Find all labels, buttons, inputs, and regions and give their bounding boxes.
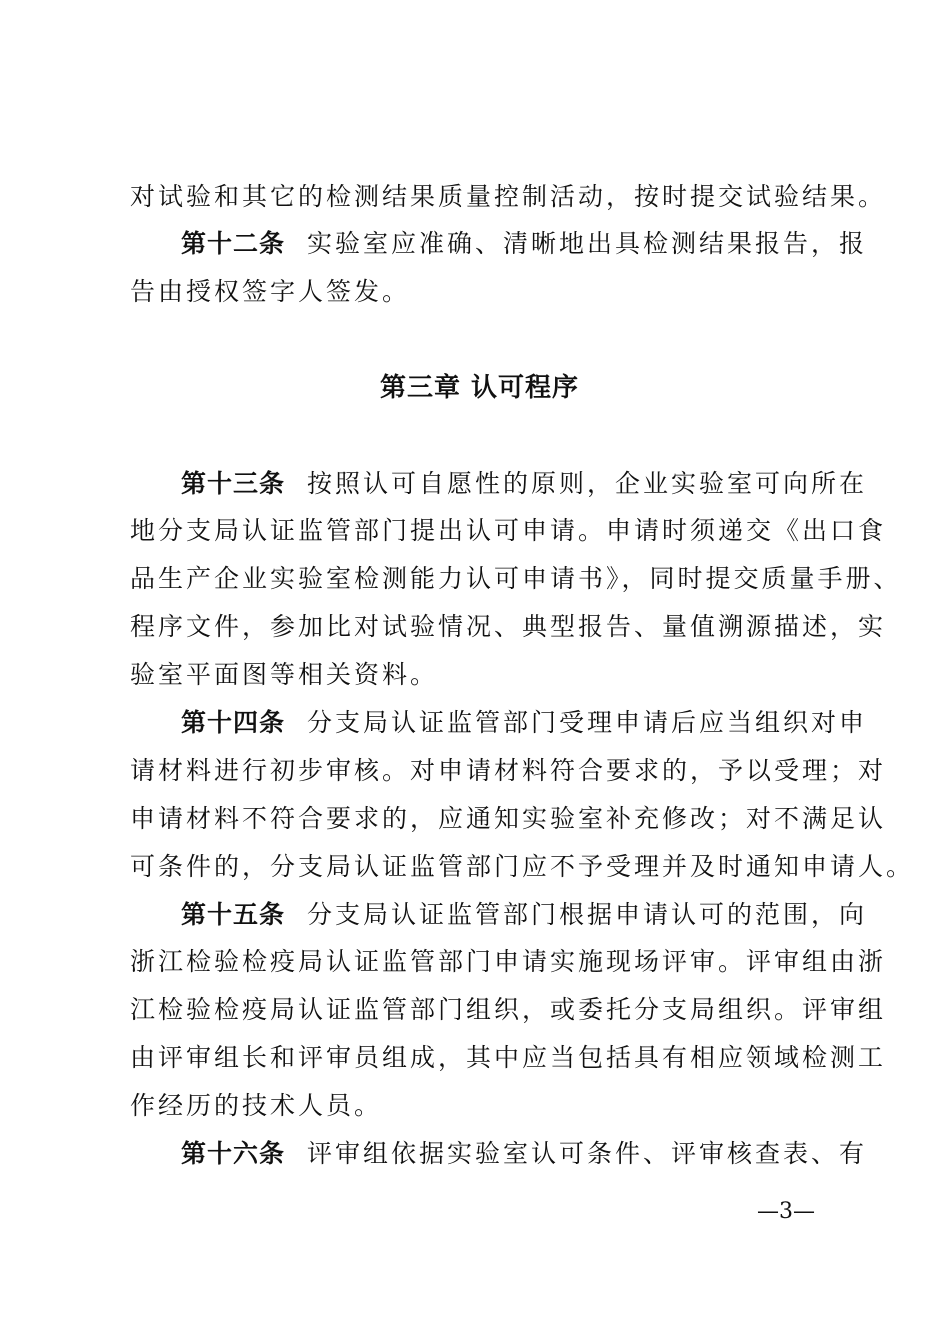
article-14-heading: 第十四条 xyxy=(181,708,286,737)
text-line xyxy=(0,177,950,217)
line-text: 程序文件，参加比对试验情况、典型报告、量值溯源描述，实 xyxy=(130,612,887,641)
page-number: —3— xyxy=(757,1199,815,1224)
text-line xyxy=(0,990,950,1030)
article-15-heading: 第十五条 xyxy=(181,900,286,929)
line-text: 评审组依据实验室认可条件、评审核查表、有 xyxy=(307,1139,868,1168)
text-line xyxy=(0,1038,950,1078)
article-16-line xyxy=(0,1134,950,1174)
line-text: 浙江检验检疫局认证监管部门申请实施现场评审。评审组由浙 xyxy=(130,947,887,976)
article-13-heading: 第十三条 xyxy=(181,469,286,498)
line-text: 由评审组长和评审员组成，其中应当包括具有相应领域检测工 xyxy=(130,1043,887,1072)
line-text: 分支局认证监管部门受理申请后应当组织对申 xyxy=(307,708,868,737)
text-line xyxy=(0,1086,950,1126)
line-text: 实验室应准确、清晰地出具检测结果报告，报 xyxy=(307,229,868,258)
line-text: 申请材料不符合要求的，应通知实验室补充修改；对不满足认 xyxy=(130,804,887,833)
text-line xyxy=(0,942,950,982)
line-text: 对试验和其它的检测结果质量控制活动，按时提交试验结果。 xyxy=(130,182,887,211)
article-13-line xyxy=(0,464,950,504)
line-text: 地分支局认证监管部门提出认可申请。申请时须递交《出口食 xyxy=(130,516,887,545)
article-15-line xyxy=(0,895,950,935)
article-14-line xyxy=(0,703,950,743)
text-line xyxy=(0,799,950,839)
chapter-line xyxy=(0,368,950,408)
line-text: 作经历的技术人员。 xyxy=(130,1091,383,1120)
chapter-title: 第三章 认可程序 xyxy=(380,373,580,403)
line-text: 江检验检疫局认证监管部门组织，或委托分支局组织。评审组 xyxy=(130,995,887,1024)
text-line xyxy=(0,607,950,647)
text-line xyxy=(0,272,950,312)
line-text: 分支局认证监管部门根据申请认可的范围，向 xyxy=(307,900,868,929)
text-line xyxy=(0,847,950,887)
article-12-line xyxy=(0,224,950,264)
line-text: 告由授权签字人签发。 xyxy=(130,277,411,306)
article-16-heading: 第十六条 xyxy=(181,1139,286,1168)
article-12-heading: 第十二条 xyxy=(181,229,286,258)
line-text: 请材料进行初步审核。对申请材料符合要求的，予以受理；对 xyxy=(130,756,887,785)
text-line xyxy=(0,751,950,791)
text-line xyxy=(0,655,950,695)
line-text: 按照认可自愿性的原则，企业实验室可向所在 xyxy=(307,469,868,498)
line-text: 验室平面图等相关资料。 xyxy=(130,660,439,689)
text-line xyxy=(0,559,950,599)
line-text: 可条件的，分支局认证监管部门应不予受理并及时通知申请人。 xyxy=(130,852,915,881)
line-text: 品生产企业实验室检测能力认可申请书》，同时提交质量手册、 xyxy=(130,564,902,593)
text-line xyxy=(0,511,950,551)
